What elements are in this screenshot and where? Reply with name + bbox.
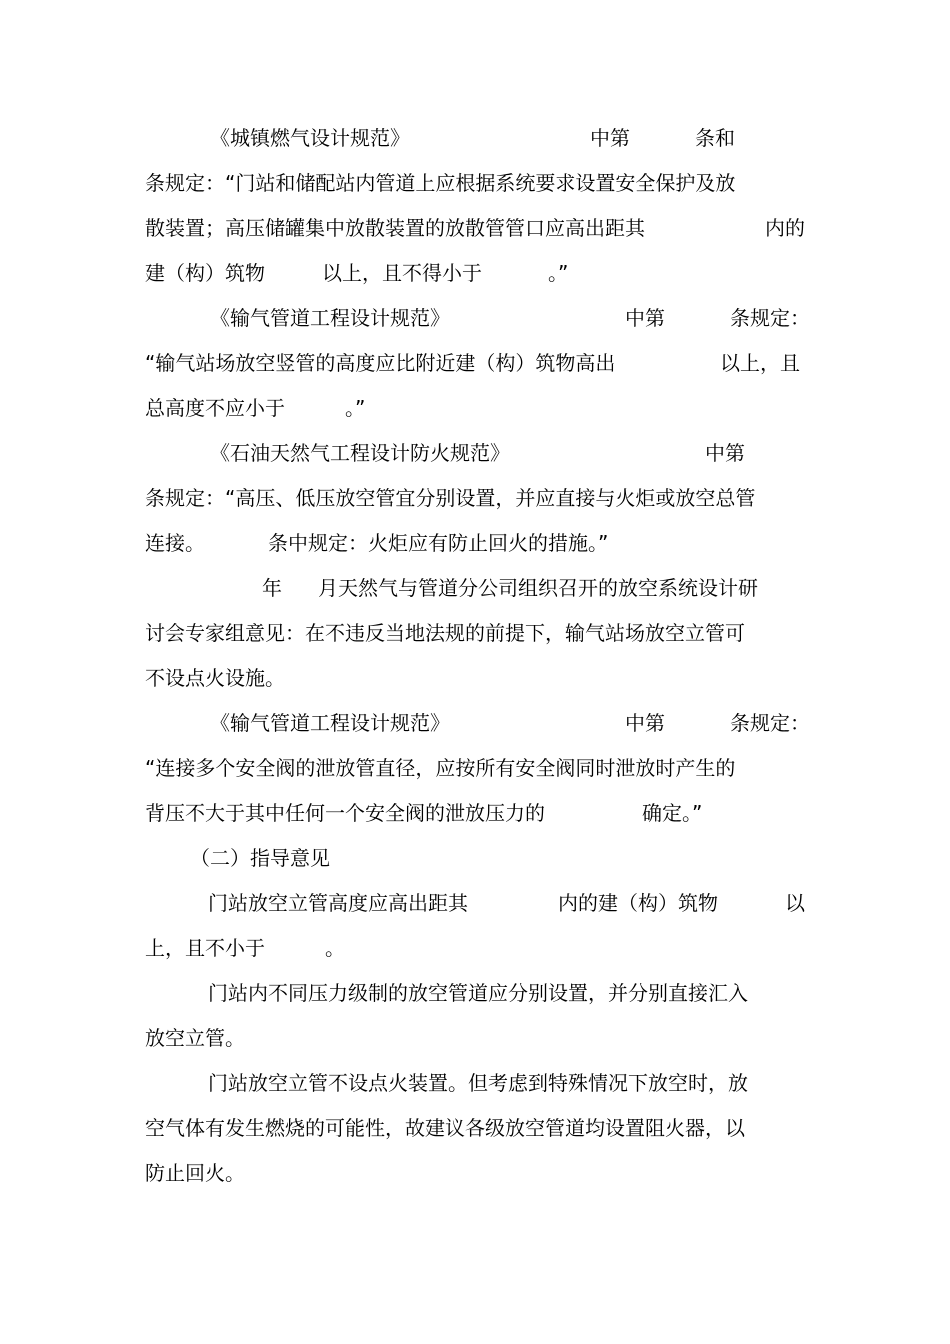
text-segment: 《石油天然气工程设计防火规范》: [210, 441, 510, 465]
text-segment: 《输气管道工程设计规范》: [210, 306, 450, 330]
text-segment: 确定。”: [642, 801, 703, 825]
text-segment: “输气站场放空竖管的高度应比附近建（构）筑物高出: [145, 351, 616, 375]
text-segment: 建（构）筑物: [145, 261, 265, 285]
text-segment: 门站放空立管高度应高出距其: [208, 891, 468, 915]
text-segment: 。: [325, 936, 345, 960]
text-segment: 放空立管。: [145, 1026, 245, 1050]
text-segment: 条中规定：火炬应有防止回火的措施。”: [268, 531, 609, 555]
text-segment: 以上，且: [720, 351, 800, 375]
text-segment: 中第: [705, 441, 745, 465]
text-segment: 内的建（构）筑物: [558, 891, 718, 915]
text-segment: 中第: [590, 126, 630, 150]
text-segment: 中第: [625, 306, 665, 330]
text-segment: 连接。: [145, 531, 205, 555]
text-segment: 中第: [625, 711, 665, 735]
text-segment: 条和: [695, 126, 735, 150]
text-segment: 内的: [765, 216, 805, 240]
text-segment: 门站放空立管不设点火装置。但考虑到特殊情况下放空时，放: [208, 1071, 748, 1095]
text-segment: 总高度不应小于: [145, 396, 285, 420]
text-segment: 年: [262, 576, 282, 600]
text-segment: 空气体有发生燃烧的可能性，故建议各级放空管道均设置阻火器，以: [145, 1116, 745, 1140]
text-segment: 上，且不小于: [145, 936, 265, 960]
text-segment: 以上，且不得小于: [322, 261, 482, 285]
text-segment: 条规定：“门站和储配站内管道上应根据系统要求设置安全保护及放: [145, 171, 736, 195]
text-segment: 防止回火。: [145, 1161, 245, 1185]
text-segment: 条规定：: [730, 711, 810, 735]
text-segment: 《输气管道工程设计规范》: [210, 711, 450, 735]
text-segment: 门站内不同压力级制的放空管道应分别设置，并分别直接汇入: [208, 981, 748, 1005]
text-segment: （二）指导意见: [190, 846, 330, 870]
text-segment: 月天然气与管道分公司组织召开的放空系统设计研: [318, 576, 758, 600]
text-segment: 不设点火设施。: [145, 666, 285, 690]
text-segment: 条规定：: [730, 306, 810, 330]
text-segment: 以: [785, 891, 805, 915]
text-segment: 。”: [345, 396, 366, 420]
text-segment: 。”: [548, 261, 569, 285]
text-segment: 背压不大于其中任何一个安全阀的泄放压力的: [145, 801, 545, 825]
text-segment: “连接多个安全阀的泄放管直径，应按所有安全阀同时泄放时产生的: [145, 756, 736, 780]
text-segment: 《城镇燃气设计规范》: [210, 126, 410, 150]
text-segment: 散装置；高压储罐集中放散装置的放散管管口应高出距其: [145, 216, 645, 240]
text-segment: 条规定：“高压、低压放空管宜分别设置，并应直接与火炬或放空总管: [145, 486, 756, 510]
text-segment: 讨会专家组意见：在不违反当地法规的前提下，输气站场放空立管可: [145, 621, 745, 645]
